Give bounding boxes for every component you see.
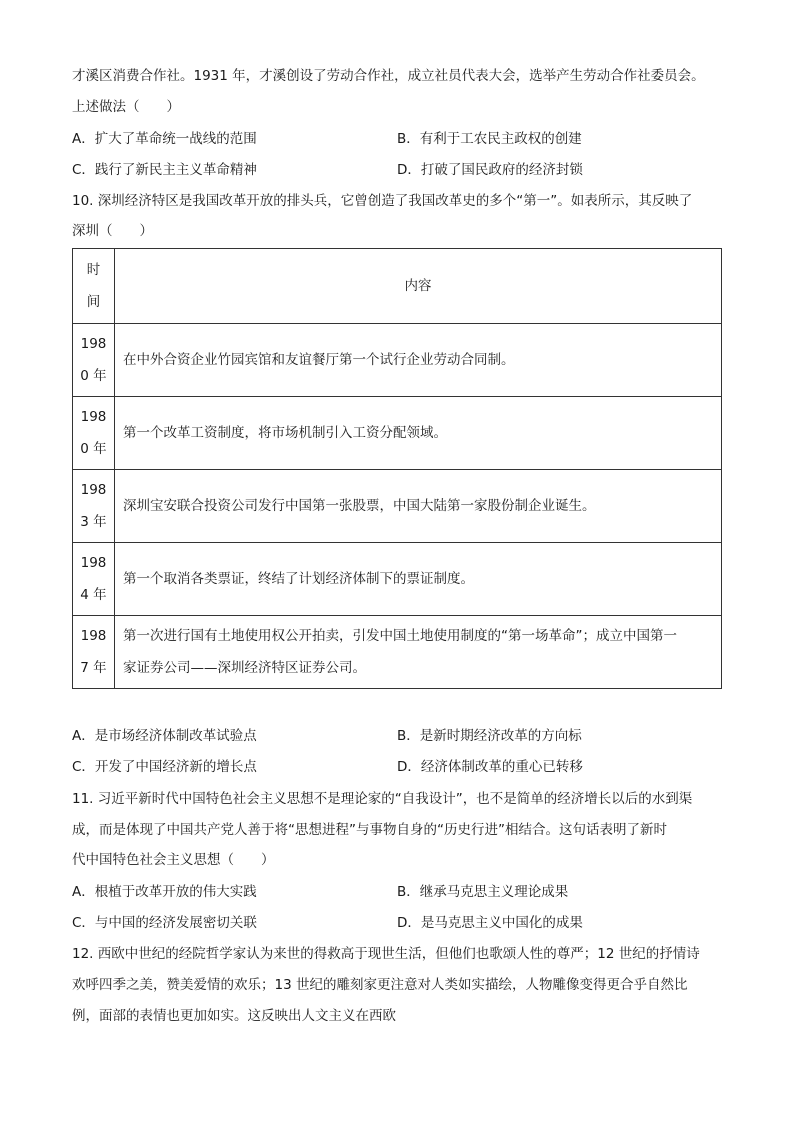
q9-option-c[interactable]: C．践行了新民主主义革命精神 [72,162,257,178]
q10-option-a[interactable]: A．是市场经济体制改革试验点 [72,728,257,744]
row-year: 198 7 年 [73,616,115,689]
q9-option-d[interactable]: D．打破了国民政府的经济封锁 [397,162,583,178]
q9-option-b[interactable]: B．有利于工农民主政权的创建 [397,131,582,147]
q11-option-a[interactable]: A．根植于改革开放的伟大实践 [72,884,257,900]
row-content: 在中外合资企业竹园宾馆和友谊餐厅第一个试行企业劳动合同制。 [115,324,722,397]
header-content: 内容 [115,249,722,324]
q12-stem-line-3: 例，面部的表情也更加如实。这反映出人文主义在西欧 [72,1008,396,1024]
table-row [73,616,722,689]
row-content: 第一个取消各类票证，终结了计划经济体制下的票证制度。 [115,543,722,616]
row-content-line-1: 第一次进行国有土地使用权公开拍卖，引发中国土地使用制度的“第一场革命”；成立中国第一 [123,628,677,644]
q12-stem-line-1: 12. 西欧中世纪的经院哲学家认为来世的得救高于现世生活，但他们也歌颂人性的尊严；12 世纪的抒情诗 [72,946,700,962]
row-year: 198 0 年 [73,324,115,397]
q10-option-b[interactable]: B．是新时期经济改革的方向标 [397,728,582,744]
q9-stem-line-2: 上述做法（ ） [72,99,180,115]
row-content: 深圳宝安联合投资公司发行中国第一张股票，中国大陆第一家股份制企业诞生。 [115,470,722,543]
q10-option-d[interactable]: D．经济体制改革的重心已转移 [397,759,583,775]
row-content: 第一个改革工资制度，将市场机制引入工资分配领域。 [115,397,722,470]
q11-stem-line-2: 成，而是体现了中国共产党人善于将“思想进程”与事物自身的“历史行进”相结合。这句话表明了新时 [72,822,667,838]
q11-option-c[interactable]: C．与中国的经济发展密切关联 [72,915,257,931]
table-row [73,543,722,616]
shenzhen-firsts-table [72,248,722,689]
row-content [115,616,722,689]
q10-option-c[interactable]: C．开发了中国经济新的增长点 [72,759,257,775]
row-year: 198 3 年 [73,470,115,543]
row-year: 198 0 年 [73,397,115,470]
table-row [73,324,722,397]
table-row [73,397,722,470]
row-content-line-2: 家证券公司——深圳经济特区证券公司。 [123,660,366,676]
table-row [73,470,722,543]
q11-stem-line-3: 代中国特色社会主义思想（ ） [72,852,275,868]
q10-stem-line-2: 深圳（ ） [72,223,153,239]
q10-stem-line-1: 10. 深圳经济特区是我国改革开放的排头兵，它曾创造了我国改革史的多个“第一”。如表所示，其反映了 [72,193,693,209]
q9-stem-line-1: 才溪区消费合作社。1931 年，才溪创设了劳动合作社，成立社员代表大会，选举产生劳动合作社委员会。 [72,68,705,84]
q11-stem-line-1: 11. 习近平新时代中国特色社会主义思想不是理论家的“自我设计”，也不是简单的经济增长以后的水到渠 [72,791,693,807]
q12-stem-line-2: 欢呼四季之美，赞美爱情的欢乐；13 世纪的雕刻家更注意对人类如实描绘，人物雕像变得更合乎自然比 [72,977,688,993]
q11-option-d[interactable]: D．是马克思主义中国化的成果 [397,915,583,931]
row-year: 198 4 年 [73,543,115,616]
header-time: 时 间 [73,249,115,324]
table-header-row [73,249,722,324]
q9-option-a[interactable]: A．扩大了革命统一战线的范围 [72,131,257,147]
q11-option-b[interactable]: B．继承马克思主义理论成果 [397,884,569,900]
